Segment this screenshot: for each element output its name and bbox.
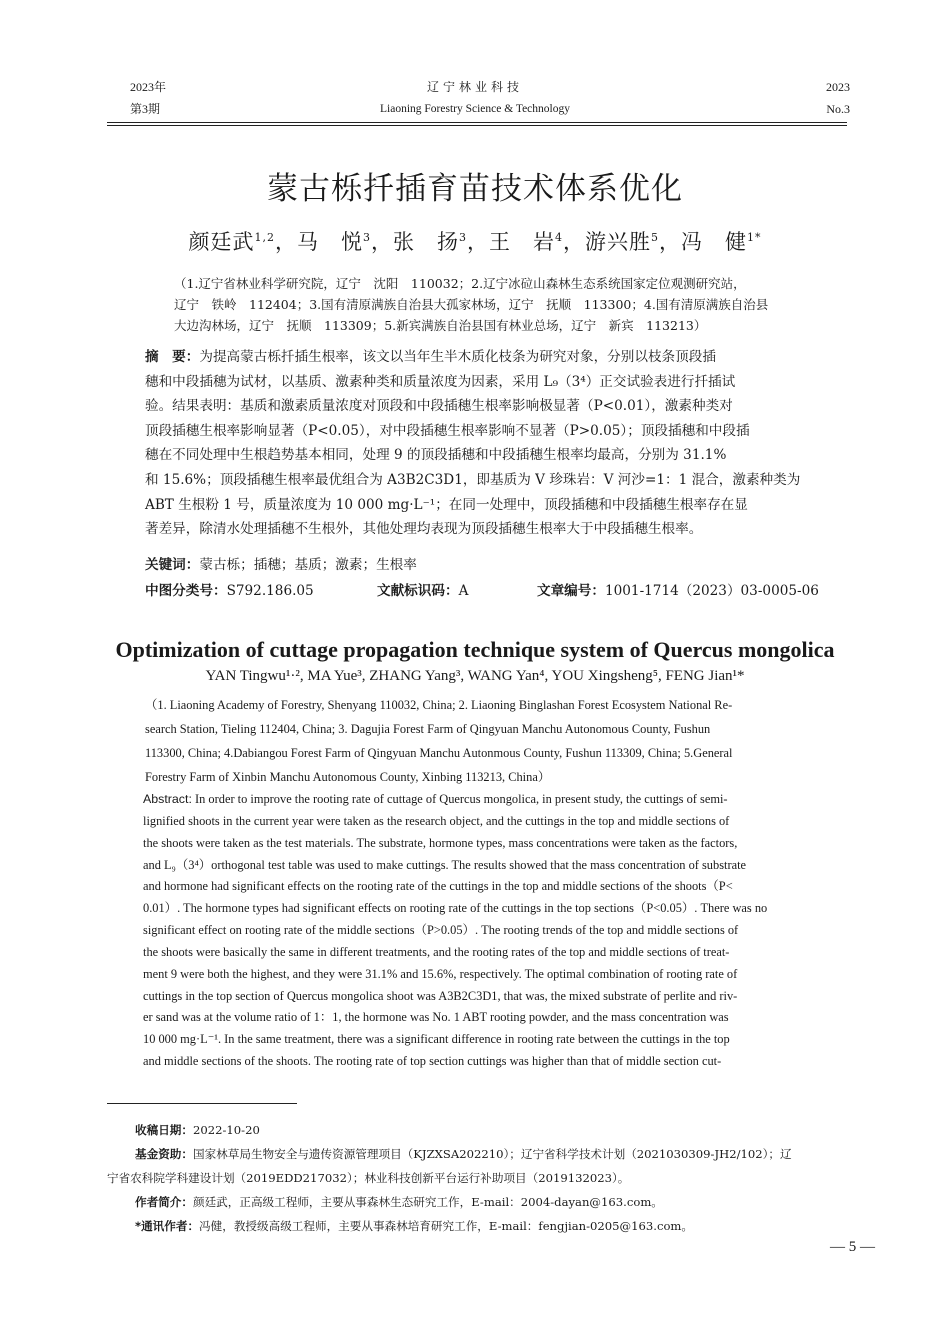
classification-line xyxy=(145,581,845,601)
abstract-en-line: cuttings in the top section of Quercus mongolica shoot was A3B2C3D1, that was, the mixed substrate of perlite and riv- xyxy=(143,988,738,1003)
doc-code-label: 文献标识码： xyxy=(377,583,459,599)
abstract-cn-label: 摘 要： xyxy=(145,349,200,365)
abstract-en-line: the shoots were basically the same in different treatments, and the rooting rates of the top and middle sections of treat- xyxy=(143,944,730,959)
author-cn: 王 岩 xyxy=(489,230,555,254)
abstract-en-line: lignified shoots in the current year were taken as the research object, and the cuttings in the top and middle sections of xyxy=(143,813,730,828)
abstract-cn-line: 顶段插穗生根率影响显著（P<0.05），对中段插穗生根率影响不显著（P>0.05）；顶段插穗和中段插 xyxy=(145,422,750,439)
received-date: 2022-10-20 xyxy=(192,1123,260,1137)
author-cn: 马 悦 xyxy=(297,230,363,254)
fund-label: 基金资助： xyxy=(135,1147,193,1161)
author-cn: 张 扬 xyxy=(393,230,459,254)
affiliation-line: 辽宁 铁岭 112404；3.国有清原满族自治县大孤家林场，辽宁 抚顺 113300；4.国有清原满族自治县 xyxy=(174,297,769,312)
authors-cn: 颜廷武$^{1,2}$，马 悦$^3$，张 扬$^3$，王 岩$^4$，游兴胜$^5$，冯 健$^{1*}$ xyxy=(188,230,762,254)
affiliation-line: 大边沟林场，辽宁 抚顺 113309；5.新宾满族自治县国有林业总场，辽宁 新宾 113213） xyxy=(174,318,707,333)
header-rule-top xyxy=(107,122,847,123)
clc-label: 中图分类号： xyxy=(145,583,227,599)
header-issue: 第3期 xyxy=(130,102,161,116)
header-right-year: 2023 xyxy=(826,80,850,94)
received-label: 收稿日期： xyxy=(135,1123,193,1137)
affiliations-en xyxy=(145,693,837,789)
author-bio: 颜廷武，正高级工程师，主要从事森林生态研究工作，E-mail：2004-dayan@163.com。 xyxy=(192,1195,663,1209)
footnotes xyxy=(107,1118,877,1238)
paper-title-en: Optimization of cuttage propagation technique system of Quercus mongolica xyxy=(115,637,835,662)
paper-title-cn: 蒙古栎扦插育苗技术体系优化 xyxy=(267,171,683,207)
header-rule-bottom xyxy=(107,125,847,126)
abstract-en-line: and hormone had significant effects on the rooting rate of the cuttings in the top and middle sections of the shoots（P< xyxy=(143,879,733,894)
abstract-en-line: 10 000 mg·L⁻¹. In the same treatment, there was a significant difference in rooting rate between the cuttings in the top xyxy=(143,1032,730,1047)
header-right-no: No.3 xyxy=(826,102,850,116)
fund-text: 国家林草局生物安全与遗传资源管理项目（KJZXSA202210）；辽宁省科学技术计划（2021030309-JH2/102）；辽 xyxy=(192,1147,792,1161)
clc-value: S792.186.05 xyxy=(226,583,314,599)
abstract-en-line: 0.01）. The hormone types had significant effects on rooting rate of the cuttings in the top sections（P<0.05）. There was no xyxy=(143,901,768,916)
abstract-cn-line: 穗和中段插穗为试材，以基质、激素种类和质量浓度为因素，采用 L₉（3⁴）正交试验表进行扦插试 xyxy=(145,373,736,390)
header-year: 2023年 xyxy=(130,80,167,94)
article-no-label: 文章编号： xyxy=(537,583,605,599)
abstract-en xyxy=(143,789,837,1073)
abstract-cn-line: 和 15.6%；顶段插穗生根率最优组合为 A3B2C3D1，即基质为 V 珍珠岩：V 河沙=1：1 混合，激素种类为 xyxy=(145,471,801,488)
abstract-en-line: ment 9 were both the highest, and they were 31.1% and 15.6%, respectively. The optimal combination of rooting rate of xyxy=(143,966,738,981)
page-number: — 5 — xyxy=(830,1239,875,1255)
keywords-cn xyxy=(145,555,417,575)
abstract-en-line: and middle sections of the shoots. The rooting rate of top section cuttings was higher than that of middle section cut- xyxy=(143,1054,722,1069)
abstract-cn-line: 为提高蒙古栎扦插生根率，该文以当年生半木质化枝条为研究对象，分别以枝条顶段插 xyxy=(199,349,716,365)
abstract-cn-line: 穗在不同处理中生根趋势基本相同，处理 9 的顶段插穗和中段插穗生根率均最高，分别为 31.1% xyxy=(145,447,727,464)
affiliations-cn xyxy=(174,273,814,336)
corresponding-label: *通讯作者： xyxy=(135,1219,200,1233)
footnote-rule xyxy=(107,1103,297,1104)
abstract-cn xyxy=(145,345,837,542)
abstract-cn-line: ABT 生根粉 1 号，质量浓度为 10 000 mg·L⁻¹；在同一处理中，顶段插穗和中段插穗生根率存在显 xyxy=(145,496,748,513)
author-bio-label: 作者简介： xyxy=(135,1195,193,1209)
abstract-en-line: significant effect on rooting rate of the middle sections（P>0.05）. The rooting trends of the top and middle sections of xyxy=(143,923,739,938)
fund-text: 宁省农科院学科建设计划（2019EDD217032）；林业科技创新平台运行补助项目（2019132023）。 xyxy=(107,1171,630,1185)
abstract-en-label: Abstract: xyxy=(143,792,192,806)
author-cn: 游兴胜 xyxy=(585,230,651,254)
author-cn: 冯 健 xyxy=(681,230,747,254)
keywords-text: 蒙古栎；插穗；基质；激素；生根率 xyxy=(199,557,417,573)
abstract-cn-line: 著差异，除清水处理插穗不生根外，其他处理均表现为顶段插穗生根率大于中段插穗生根率。 xyxy=(145,521,703,538)
affiliation-en-line: （1. Liaoning Academy of Forestry, Shenyang 110032, China; 2. Liaoning Binglashan Forest Ecosystem National Re- xyxy=(145,698,733,712)
journal-title-cn: 辽宁林业科技 xyxy=(426,80,523,94)
affiliation-en-line: search Station, Tieling 112404, China; 3. Dagujia Forest Farm of Qingyuan Manchu Autonomous County, Fushun xyxy=(145,722,711,736)
abstract-en-line: and L₉（3⁴）orthogonal test table was used to make cuttings. The results showed that the mass concentration of substrate xyxy=(143,857,747,872)
abstract-en-line: In order to improve the rooting rate of cuttage of Quercus mongolica, in present study, the cuttings of semi- xyxy=(191,792,728,806)
author-cn: 颜廷武 xyxy=(188,230,255,254)
article-no-value: 1001-1714（2023）03-0005-06 xyxy=(604,583,819,599)
affiliation-line: （1.辽宁省林业科学研究院，辽宁 沈阳 110032；2.辽宁冰砬山森林生态系统国家定位观测研究站， xyxy=(174,276,746,291)
abstract-cn-line: 验。结果表明：基质和激素质量浓度对顶段和中段插穗生根率影响极显著（P<0.01），激素种类对 xyxy=(145,398,733,415)
keywords-label: 关键词： xyxy=(145,557,200,573)
affiliation-en-line: Forestry Farm of Xinbin Manchu Autonomous County, Xinbing 113213, China） xyxy=(145,770,551,784)
authors-en: YAN Tingwu¹·², MA Yue³, ZHANG Yang³, WANG Yan⁴, YOU Xingsheng⁵, FENG Jian¹* xyxy=(205,668,745,684)
affiliation-en-line: 113300, China; 4.Dabiangou Forest Farm of Qingyuan Manchu Autonmous County, Fushun 113309, China; 5.General xyxy=(145,746,733,760)
abstract-en-line: er sand was at the volume ratio of 1：1, the hormone was No. 1 ABT rooting powder, and the mass concentration was xyxy=(143,1010,729,1025)
doc-code-value: A xyxy=(458,583,469,599)
journal-title-en: Liaoning Forestry Science & Technology xyxy=(380,103,570,115)
corresponding-author: 冯健，教授级高级工程师，主要从事森林培育研究工作，E-mail：fengjian-0205@163.com。 xyxy=(199,1219,694,1233)
abstract-en-line: the shoots were taken as the test materials. The substrate, hormone types, mass concentrations were taken as the factors, xyxy=(143,835,738,850)
